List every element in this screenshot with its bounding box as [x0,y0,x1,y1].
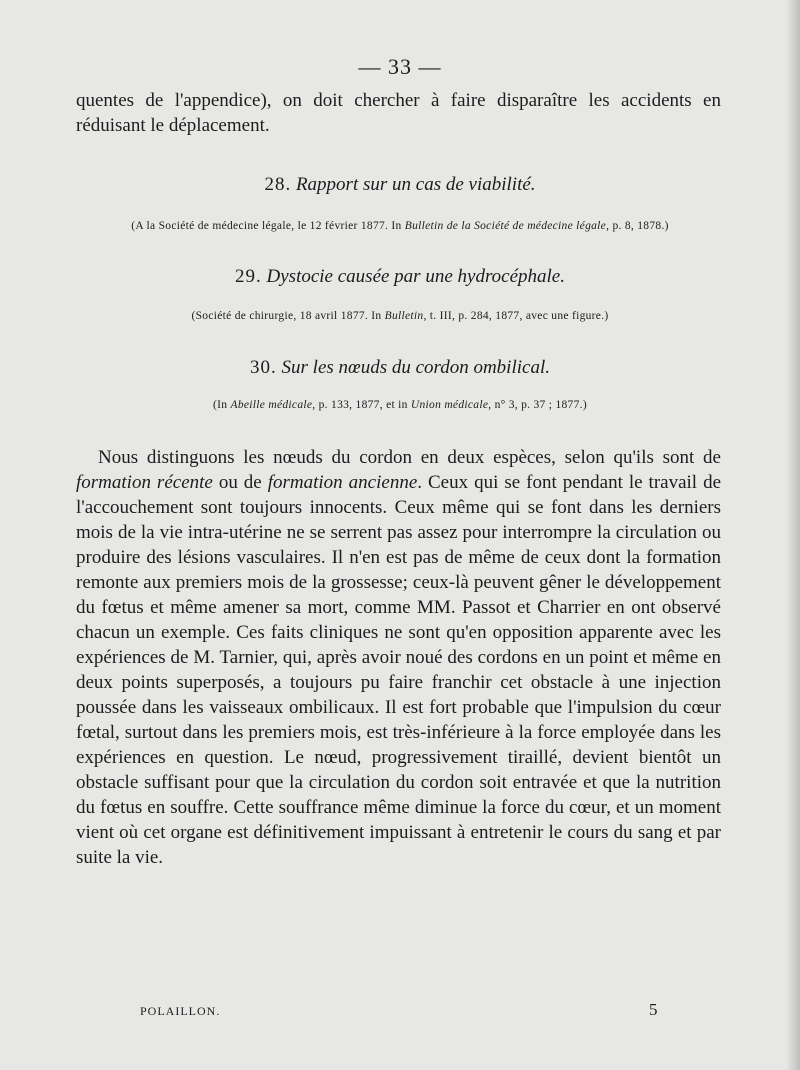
body-italic-term: formation ancienne [267,472,418,493]
entry-30-title [0,357,800,379]
footer-author: POLAILLON. [140,1004,221,1018]
body-sentence: Nous distinguons les nœuds du cordon en deux espèces, selon qu'ils sont de [98,447,721,468]
body-paragraph [76,445,721,870]
intro-line-2: réduisant le déplacement. [76,115,270,136]
reference-journal: Abeille médicale [230,399,313,411]
entry-number: 29. [235,266,262,287]
entry-30-reference [0,399,800,411]
reference-text: , p. 8, 1878.) [606,220,669,232]
reference-text: (Société de chirurgie, 18 avril 1877. In [191,310,385,322]
reference-text: , t. III, p. 284, 1877, avec une figure.) [423,310,609,322]
body-text-rest: . Ceux qui se font pendant le travail de l'accouchement sont toujours innocents. Ceux même qui se font dans les derniers mois de la vie intra-utérine ne se serrent pas assez pour interrompre la circulation ou produire des lésions vasculaires. Il n'en est pas de même de ceux dont la formation remonte aux premiers mois de la grossesse; ceux-là peuvent gêner le développement du fœtus et même amener sa mort, comme MM. Passot et Charrier en ont observé chacun un exemple. Ces faits cliniques ne sont qu'en opposition apparente avec les expériences de M. Tarnier, qui, après avoir noué des cordons en un point et même en deux points superposés, a toujours pu faire franchir cet obstacle à une injection poussée dans les vaisseaux ombilicaux. Il est fort probable que l'impulsion du cœur fœtal, surtout dans les premiers mois, est très-inférieure à la force employée dans les expériences en question. Le nœud, progressivement tiraillé, devient bientôt un obstacle suffisant pour que la circulation du cordon soit entravée et que la nutrition du fœtus en souffre. Cette souffrance même diminue la force du cœur, et un moment vient où cet organe est définitivement impuissant à entretenir le cours du sang et par suite la vie. [76,472,722,868]
entry-title-text: Rapport sur un cas de viabilité. [295,174,536,195]
entry-29-title [0,266,800,288]
entry-title-text: Sur les nœuds du cordon ombilical. [281,357,550,378]
body-italic-term: formation récente [76,472,213,493]
reference-journal: Bulletin de la Société de médecine légale [404,220,607,232]
body-text [76,445,721,870]
page-edge-shadow [786,0,800,1070]
footer-signature: 5 [649,1000,658,1019]
reference-text: , n° 3, p. 37 ; 1877.) [488,399,587,411]
entry-28-reference [0,220,800,232]
page-number: — 33 — [358,54,442,79]
reference-journal: Bulletin [384,310,424,322]
entry-29-reference [0,310,800,322]
reference-journal: Union médicale [410,399,489,411]
body-text-fragment: ou de [212,472,268,493]
intro-line-1: quentes de l'appendice), on doit chercher à faire disparaître les accidents en [76,90,721,111]
intro-paragraph [76,88,721,138]
entry-28-title [0,174,800,196]
reference-text: , p. 133, 1877, et in [312,399,411,411]
reference-text: (In [213,399,231,411]
entry-number: 30. [250,357,277,378]
entry-number: 28. [264,174,292,195]
entry-title-text: Dystocie causée par une hydrocéphale. [266,266,565,287]
reference-text: (A la Société de médecine légale, le 12 février 1877. In [131,220,405,232]
